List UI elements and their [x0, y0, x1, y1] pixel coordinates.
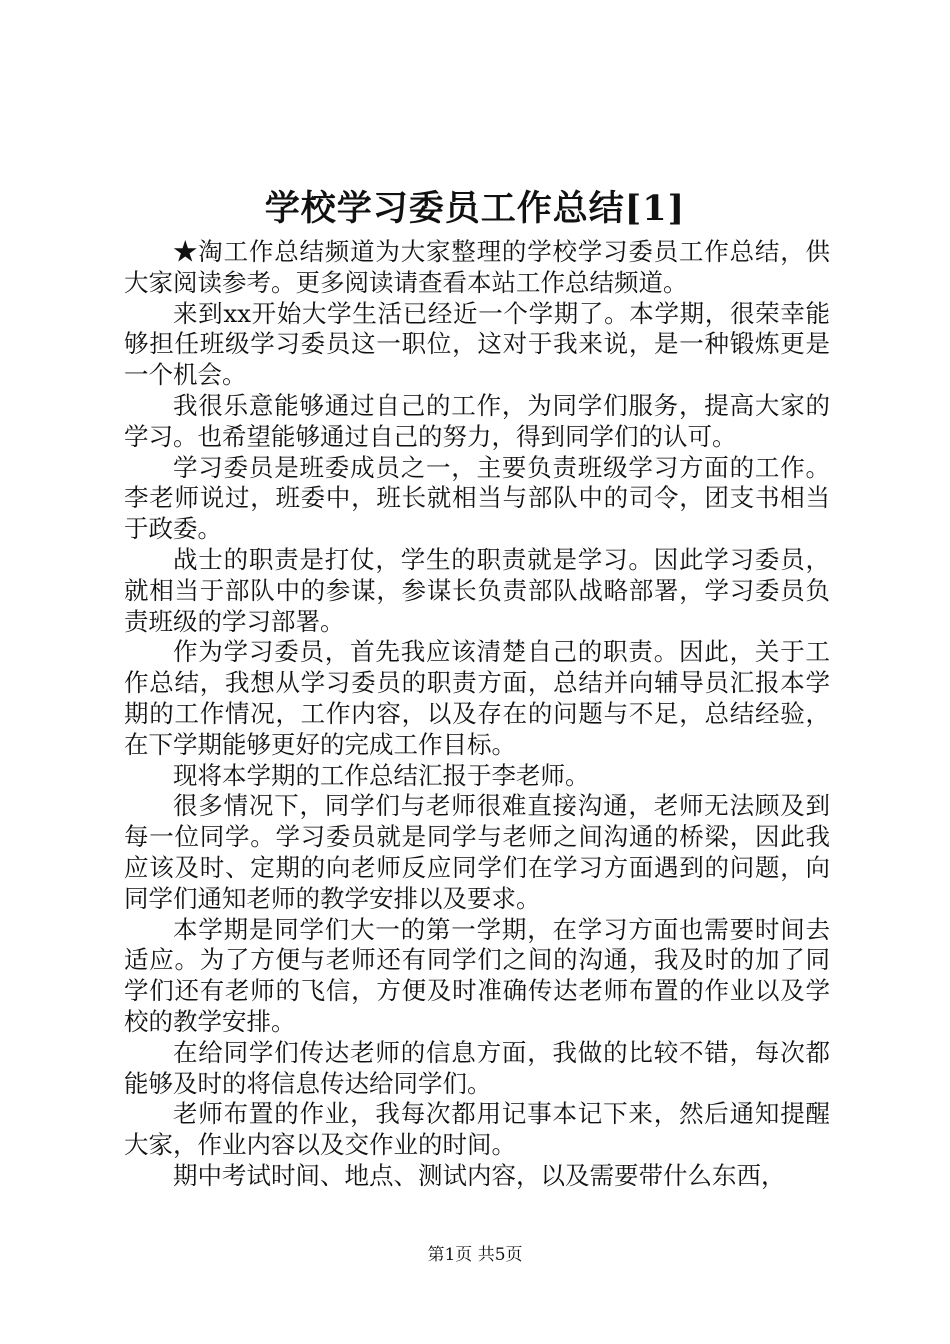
paragraph: 很多情况下，同学们与老师很难直接沟通，老师无法顾及到每一位同学。学习委员就是同学与老师之间沟通的桥梁，因此我应该及时、定期的向老师反应同学们在学习方面遇到的问题，向同学们通知老师的教学安排以及要求。: [124, 791, 830, 913]
paragraph: 本学期是同学们大一的第一学期，在学习方面也需要时间去适应。为了方便与老师还有同学们之间的沟通，我及时的加了同学们还有老师的飞信，方便及时准确传达老师布置的作业以及学校的教学安排。: [124, 914, 830, 1036]
document-title: 学校学习委员工作总结[1]: [264, 188, 686, 229]
paragraph: 在给同学们传达老师的信息方面，我做的比较不错，每次都能够及时的将信息传达给同学们。: [124, 1037, 830, 1098]
paragraph: 老师布置的作业，我每次都用记事本记下来，然后通知提醒大家，作业内容以及交作业的时间。: [124, 1099, 830, 1160]
paragraph: 战士的职责是打仗，学生的职责就是学习。因此学习委员，就相当于部队中的参谋，参谋长负责部队战略部署，学习委员负责班级的学习部署。: [124, 544, 830, 636]
paragraph: 我很乐意能够通过自己的工作，为同学们服务，提高大家的学习。也希望能够通过自己的努力，得到同学们的认可。: [124, 390, 830, 451]
paragraph: 现将本学期的工作总结汇报于李老师。: [173, 760, 590, 790]
paragraph: 期中考试时间、地点、测试内容，以及需要带什么东西，: [173, 1160, 786, 1190]
page-footer: 第1页 共5页: [427, 1245, 523, 1265]
paragraph: 学习委员是班委成员之一，主要负责班级学习方面的工作。李老师说过，班委中，班长就相当与部队中的司令，团支书相当于政委。: [124, 452, 830, 544]
paragraph: ★淘工作总结频道为大家整理的学校学习委员工作总结，供大家阅读参考。更多阅读请查看本站工作总结频道。: [124, 237, 830, 297]
document-body: [124, 237, 830, 1192]
paragraph: 作为学习委员，首先我应该清楚自己的职责。因此，关于工作总结，我想从学习委员的职责方面，总结并向辅导员汇报本学期的工作情况，工作内容，以及存在的问题与不足，总结经验，在下学期能够更好的完成工作目标。: [124, 637, 830, 759]
paragraph: 来到xx开始大学生活已经近一个学期了。本学期，很荣幸能够担任班级学习委员这一职位，这对于我来说，是一种锻炼更是一个机会。: [124, 298, 830, 390]
